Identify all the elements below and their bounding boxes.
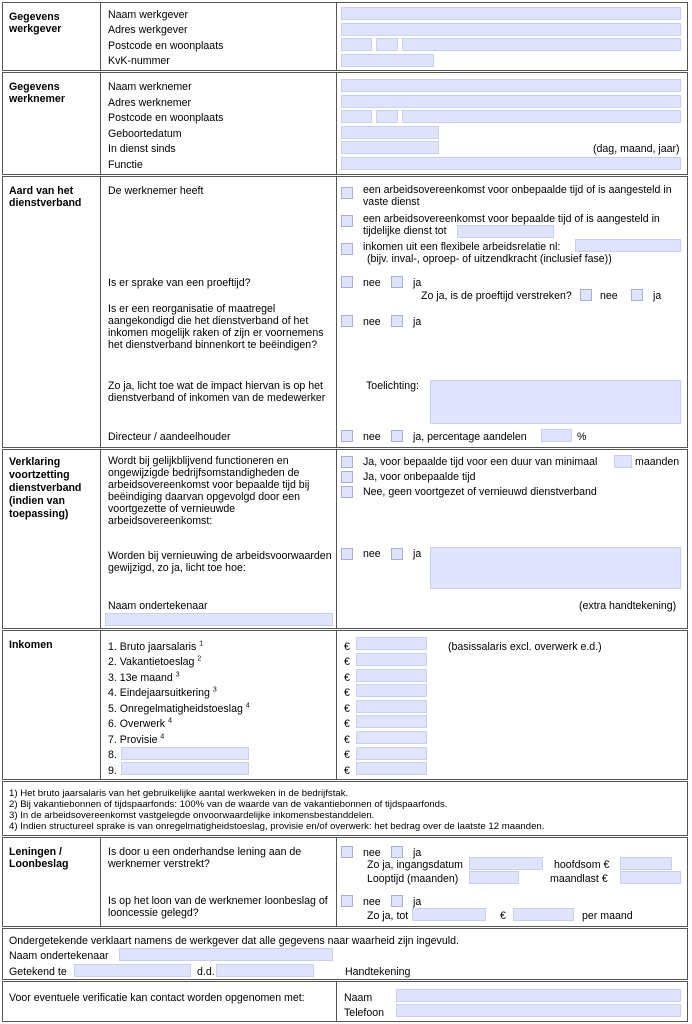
- label-looptijd: Looptijd (maanden): [367, 873, 459, 885]
- directeur-ja-checkbox[interactable]: [391, 430, 403, 442]
- loonbeslag-ja-label: ja: [413, 896, 422, 908]
- provisie-field[interactable]: [356, 731, 427, 744]
- inkomen-item-label: 1. Bruto jaarsalaris $^1$: [108, 640, 204, 653]
- label-maanden: maanden: [635, 456, 680, 468]
- minimaal-maanden-field[interactable]: [614, 455, 632, 468]
- option-voortzetting-bepaalde-tijd: Ja, voor bepaalde tijd voor een duur van minimaal: [363, 456, 598, 468]
- label-impact: Zo ja, licht toe wat de impact hiervan is op het dienstverband of inkomen van de medewerker: [108, 380, 326, 404]
- loonbeslag-nee-checkbox[interactable]: [341, 895, 353, 907]
- vernieuwing-nee-checkbox[interactable]: [341, 548, 353, 560]
- section-dienstverband: [2, 176, 688, 448]
- percentage-aandelen-field[interactable]: [541, 429, 572, 442]
- section-title-voortzetting: Verklaring voortzetting dienstverband (indien van toepassing): [9, 456, 82, 520]
- bruto-jaarsalaris-field[interactable]: [356, 637, 427, 650]
- label-hoofdsom: hoofdsom €: [554, 859, 610, 871]
- looptijd-field[interactable]: [469, 871, 519, 884]
- label-dd: d.d.: [197, 966, 215, 978]
- postcode-cijfers-werknemer-field[interactable]: [341, 110, 372, 123]
- label-verificatie-telefoon: Telefoon: [344, 1007, 385, 1019]
- inkomen-item-9-omschrijving-field[interactable]: [121, 762, 249, 775]
- directeur-nee-label: nee: [363, 431, 381, 443]
- inkomen-item-label: 8.: [108, 749, 117, 761]
- lening-ja-label: ja: [413, 847, 422, 859]
- label-geboortedatum: Geboortedatum: [108, 128, 182, 140]
- label-directeur-aandeelhouder: Directeur / aandeelhouder: [108, 431, 231, 443]
- proeftijd-ja-label: ja: [413, 277, 422, 289]
- flexibel-hint: (bijv. inval-, oproep- of uitzendkracht (inclusief fase)): [367, 253, 612, 265]
- label-in-dienst-sinds: In dienst sinds: [108, 143, 176, 155]
- in-dienst-sinds-field[interactable]: [341, 141, 439, 154]
- section-voortzetting: [2, 449, 688, 629]
- option-bepaalde-tijd: een arbeidsovereenkomst voor bepaalde tijd of is aangesteld in tijdelijke dienst tot: [363, 213, 660, 237]
- footnote: 3) In de arbeidsovereenkomst vastgelegde onvoorwaardelijke inkomensbestanddelen.: [9, 810, 375, 821]
- toelichting-impact-field[interactable]: [430, 380, 681, 424]
- onbepaalde-tijd-checkbox[interactable]: [341, 187, 353, 199]
- verificatie-telefoon-field[interactable]: [396, 1004, 681, 1017]
- euro-sign: €: [344, 687, 350, 699]
- label-naam-werknemer: Naam werknemer: [108, 81, 192, 93]
- verificatie-naam-field[interactable]: [396, 989, 681, 1002]
- inkomen-item-label: 2. Vakantietoeslag $^2$: [108, 655, 202, 668]
- proeftijd-nee-checkbox[interactable]: [341, 276, 353, 288]
- postcode-letters-werknemer-field[interactable]: [376, 110, 398, 123]
- inkomen-item-label: 9.: [108, 765, 117, 777]
- euro-sign: €: [344, 641, 350, 653]
- label-lening-vraag: Is door u een onderhandse lening aan de werknemer verstrekt?: [108, 846, 302, 870]
- verklaring-text: Ondergetekende verklaart namens de werkgever dat alle gegevens naar waarheid zijn ingevuld.: [9, 935, 459, 947]
- onregelmatigheidstoeslag-field[interactable]: [356, 700, 427, 713]
- directeur-nee-checkbox[interactable]: [341, 430, 353, 442]
- postcode-cijfers-werkgever-field[interactable]: [341, 38, 372, 51]
- inkomen-item-label: 4. Eindejaarsuitkering $^3$: [108, 686, 217, 699]
- option-voortzetting-nee: Nee, geen voortgezet of vernieuwd dienstverband: [363, 486, 597, 498]
- voortzetting-bepaalde-tijd-checkbox[interactable]: [341, 456, 353, 468]
- overwerk-field[interactable]: [356, 715, 427, 728]
- naam-ondertekenaar-voortzetting-field[interactable]: [105, 613, 333, 626]
- hoofdsom-field[interactable]: [620, 857, 672, 870]
- naam-werknemer-field[interactable]: [341, 79, 681, 92]
- postcode-letters-werkgever-field[interactable]: [376, 38, 398, 51]
- woonplaats-werkgever-field[interactable]: [402, 38, 681, 51]
- label-naam-werkgever: Naam werkgever: [108, 9, 189, 21]
- proeftijd-ja-checkbox[interactable]: [391, 276, 403, 288]
- loonbeslag-bedrag-field[interactable]: [513, 908, 574, 921]
- lening-ja-checkbox[interactable]: [391, 846, 403, 858]
- lening-nee-label: nee: [363, 847, 381, 859]
- reorganisatie-ja-checkbox[interactable]: [391, 315, 403, 327]
- label-handtekening: Handtekening: [345, 966, 411, 978]
- label-voortzetting-vraag: Wordt bij gelijkblijvend functioneren en ongewijzigde bedrijfsomstandigheden de arbeidsovereenkomst voor bepaalde tijd bij beëindiging daarvan opgevolgd door een voortgezette of vernieuwde arbeidsovereenkomst:: [108, 455, 310, 527]
- reorganisatie-nee-checkbox[interactable]: [341, 315, 353, 327]
- label-toelichting: Toelichting:: [366, 380, 419, 392]
- footnote: 4) Indien structureel sprake is van onregelmatigheidstoeslag, provisie en/of overwerk: het bedrag over de laatste 12 maanden.: [9, 821, 545, 832]
- bepaalde-tijd-tot-field[interactable]: [457, 225, 554, 238]
- vernieuwing-toelichting-field[interactable]: [430, 547, 681, 589]
- verstreken-ja-label: ja: [653, 290, 662, 302]
- loonbeslag-nee-label: nee: [363, 896, 381, 908]
- inkomen-item-8-omschrijving-field[interactable]: [121, 747, 249, 760]
- label-postcode-werkgever: Postcode en woonplaats: [108, 40, 224, 52]
- maandlast-field[interactable]: [620, 871, 681, 884]
- kvk-nummer-field[interactable]: [341, 54, 434, 67]
- section-title-leningen: Leningen / Loonbeslag: [9, 846, 69, 870]
- label-kvk-nummer: KvK-nummer: [108, 55, 170, 67]
- basissalaris-hint: (basissalaris excl. overwerk e.d.): [448, 641, 602, 653]
- label-naam-ondertekenaar-voortzetting: Naam ondertekenaar: [108, 600, 208, 612]
- label-zo-ja-tot: Zo ja, tot: [367, 910, 409, 922]
- naam-ondertekenaar-field[interactable]: [119, 948, 333, 961]
- section-inkomen: [2, 630, 688, 780]
- vernieuwing-ja-checkbox[interactable]: [391, 548, 403, 560]
- datum-ondertekening-field[interactable]: [216, 964, 314, 977]
- section-title-werkgever: Gegevens werkgever: [9, 11, 62, 35]
- euro-sign: €: [344, 765, 350, 777]
- section-werkgever: [2, 2, 688, 71]
- euro-sign: €: [344, 734, 350, 746]
- percent-sign: %: [577, 431, 587, 443]
- label-ingangsdatum: Zo ja, ingangsdatum: [367, 859, 463, 871]
- extra-handtekening-hint: (extra handtekening): [579, 600, 677, 612]
- section-title-inkomen: Inkomen: [9, 639, 53, 651]
- datum-format-hint: (dag, maand, jaar): [593, 143, 680, 155]
- label-postcode-werknemer: Postcode en woonplaats: [108, 112, 224, 124]
- inkomen-item-9-bedrag-field[interactable]: [356, 762, 427, 775]
- eindejaarsuitkering-field[interactable]: [356, 684, 427, 697]
- label-proeftijd: Is er sprake van een proeftijd?: [108, 277, 251, 289]
- section-title-werknemer: Gegevens werknemer: [9, 81, 65, 105]
- ingangsdatum-field[interactable]: [469, 857, 543, 870]
- verificatie-text: Voor eventuele verificatie kan contact worden opgenomen met:: [9, 992, 305, 1004]
- inkomen-item-label: 3. 13e maand $^3$: [108, 671, 180, 684]
- verstreken-nee-label: nee: [600, 290, 618, 302]
- getekend-te-field[interactable]: [74, 964, 191, 977]
- bepaalde-tijd-checkbox[interactable]: [341, 215, 353, 227]
- reorganisatie-ja-label: ja: [413, 316, 422, 328]
- naam-werkgever-field[interactable]: [341, 7, 681, 20]
- proeftijd-nee-label: nee: [363, 277, 381, 289]
- section-footnotes: [2, 781, 688, 836]
- inkomen-item-label: 7. Provisie $^4$: [108, 733, 165, 746]
- label-adres-werkgever: Adres werkgever: [108, 24, 188, 36]
- label-loonbeslag-vraag: Is op het loon van de werknemer loonbeslag of looncessie gelegd?: [108, 895, 328, 919]
- lening-nee-checkbox[interactable]: [341, 846, 353, 858]
- adres-werknemer-field[interactable]: [341, 95, 681, 108]
- flexibel-arbeidsrelatie-field[interactable]: [575, 239, 681, 252]
- functie-field[interactable]: [341, 157, 681, 170]
- verstreken-nee-checkbox[interactable]: [580, 289, 592, 301]
- inkomen-item-8-bedrag-field[interactable]: [356, 747, 427, 760]
- voortzetting-onbepaalde-tijd-checkbox[interactable]: [341, 471, 353, 483]
- label-getekend-te: Getekend te: [9, 966, 67, 978]
- vakantietoeslag-field[interactable]: [356, 653, 427, 666]
- woonplaats-werknemer-field[interactable]: [402, 110, 681, 123]
- loonbeslag-tot-field[interactable]: [412, 908, 486, 921]
- section-ondertekening: [2, 928, 688, 980]
- label-proeftijd-verstreken: Zo ja, is de proeftijd verstreken?: [421, 290, 572, 302]
- vernieuwing-nee-label: nee: [363, 548, 381, 560]
- euro-sign: €: [344, 718, 350, 730]
- footnote: 1) Het bruto jaarsalaris van het gebruikelijke aantal werkweken in de bedrijfstak.: [9, 788, 349, 799]
- option-voortzetting-onbepaalde-tijd: Ja, voor onbepaalde tijd: [363, 471, 476, 483]
- section-werknemer: [2, 72, 688, 175]
- section-title-dienstverband: Aard van het dienstverband: [9, 185, 82, 209]
- label-per-maand: per maand: [582, 910, 633, 922]
- verstreken-ja-checkbox[interactable]: [631, 289, 643, 301]
- option-flexibel: inkomen uit een flexibele arbeidsrelatie nl:: [363, 241, 561, 253]
- label-functie: Functie: [108, 159, 143, 171]
- euro-sign: €: [344, 749, 350, 761]
- loonbeslag-ja-checkbox[interactable]: [391, 895, 403, 907]
- euro-sign: €: [344, 703, 350, 715]
- inkomen-item-label: 5. Onregelmatigheidstoeslag $^4$: [108, 702, 250, 715]
- directeur-ja-label: ja, percentage aandelen: [413, 431, 527, 443]
- label-vernieuwing-vraag: Worden bij vernieuwing de arbeidsvoorwaarden gewijzigd, zo ja, licht toe hoe:: [108, 550, 332, 574]
- section-verificatie: [2, 981, 688, 1022]
- label-werknemer-heeft: De werknemer heeft: [108, 185, 204, 197]
- euro-sign: €: [500, 910, 506, 922]
- euro-sign: €: [344, 672, 350, 684]
- label-reorganisatie: Is er een reorganisatie of maatregel aangekondigd die het dienstverband of het inkomen mogelijk raken of zijn er voornemens het dienstverband binnenkort te beëindigen?: [108, 303, 324, 351]
- voortzetting-nee-checkbox[interactable]: [341, 486, 353, 498]
- vernieuwing-ja-label: ja: [413, 548, 422, 560]
- section-leningen: [2, 837, 688, 927]
- geboortedatum-field[interactable]: [341, 126, 439, 139]
- euro-sign: €: [344, 656, 350, 668]
- reorganisatie-nee-label: nee: [363, 316, 381, 328]
- footnote: 2) Bij vakantiebonnen of tijdspaarfonds: 100% van de waarde van de vakantiebonnen of tijdspaarfonds.: [9, 799, 448, 810]
- label-verificatie-naam: Naam: [344, 992, 373, 1004]
- label-maandlast: maandlast €: [550, 873, 608, 885]
- option-onbepaalde-tijd: een arbeidsovereenkomst voor onbepaalde tijd of is aangesteld in vaste dienst: [363, 184, 672, 208]
- label-adres-werknemer: Adres werknemer: [108, 97, 192, 109]
- inkomen-item-label: 6. Overwerk $^4$: [108, 717, 172, 730]
- flexibel-checkbox[interactable]: [341, 243, 353, 255]
- label-naam-ondertekenaar: Naam ondertekenaar: [9, 950, 109, 962]
- adres-werkgever-field[interactable]: [341, 23, 681, 36]
- dertiende-maand-field[interactable]: [356, 669, 427, 682]
